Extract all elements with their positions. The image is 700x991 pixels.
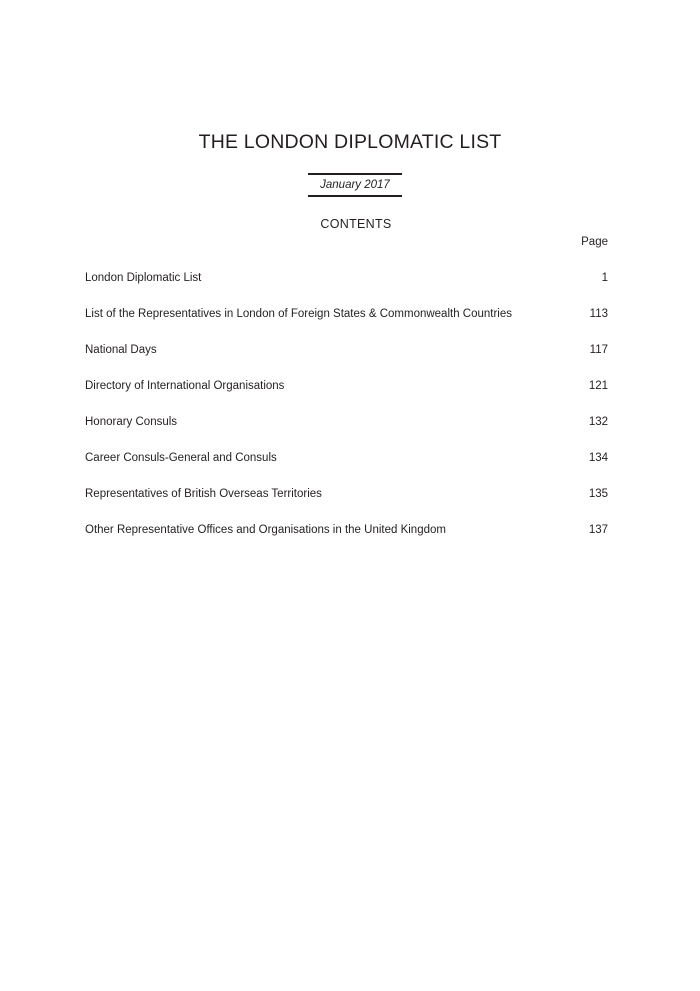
document-title: THE LONDON DIPLOMATIC LIST	[198, 131, 502, 153]
toc-entry-page-number: 135	[588, 488, 608, 500]
toc-entry[interactable]	[85, 450, 608, 486]
toc-entry-title: Honorary Consuls	[85, 416, 178, 428]
toc-entry-page-number: 134	[588, 452, 608, 464]
toc-entry-title: Other Representative Offices and Organisations in the United Kingdom	[85, 524, 446, 536]
toc-entry-page-number: 137	[588, 524, 608, 536]
toc-entry-title: Career Consuls-General and Consuls	[85, 452, 277, 464]
toc-entry[interactable]	[85, 270, 608, 306]
toc-entry-title: List of the Representatives in London of Foreign States & Commonwealth Countries	[85, 308, 513, 320]
toc-entry[interactable]	[85, 486, 608, 522]
page-column-header: Page	[581, 236, 608, 248]
date-rule-bottom	[308, 195, 402, 197]
toc-entry-title: National Days	[85, 344, 157, 356]
toc-entry-page-number: 1	[601, 272, 608, 284]
toc-entry[interactable]	[85, 342, 608, 378]
toc-entry-title: Representatives of British Overseas Territories	[85, 488, 322, 500]
table-of-contents	[85, 270, 608, 558]
toc-entry[interactable]	[85, 306, 608, 342]
toc-entry[interactable]	[85, 378, 608, 414]
toc-entry-page-number: 113	[589, 308, 608, 320]
toc-entry-page-number: 132	[588, 416, 608, 428]
toc-entry-page-number: 117	[589, 344, 608, 356]
contents-heading: CONTENTS	[320, 217, 392, 231]
toc-entry[interactable]	[85, 522, 608, 558]
toc-entry-title: Directory of International Organisations	[85, 380, 285, 392]
publication-date-block	[308, 173, 402, 197]
toc-entry-page-number: 121	[588, 380, 608, 392]
publication-date: January 2017	[320, 179, 390, 191]
toc-entry[interactable]	[85, 414, 608, 450]
toc-entry-title: London Diplomatic List	[85, 272, 202, 284]
